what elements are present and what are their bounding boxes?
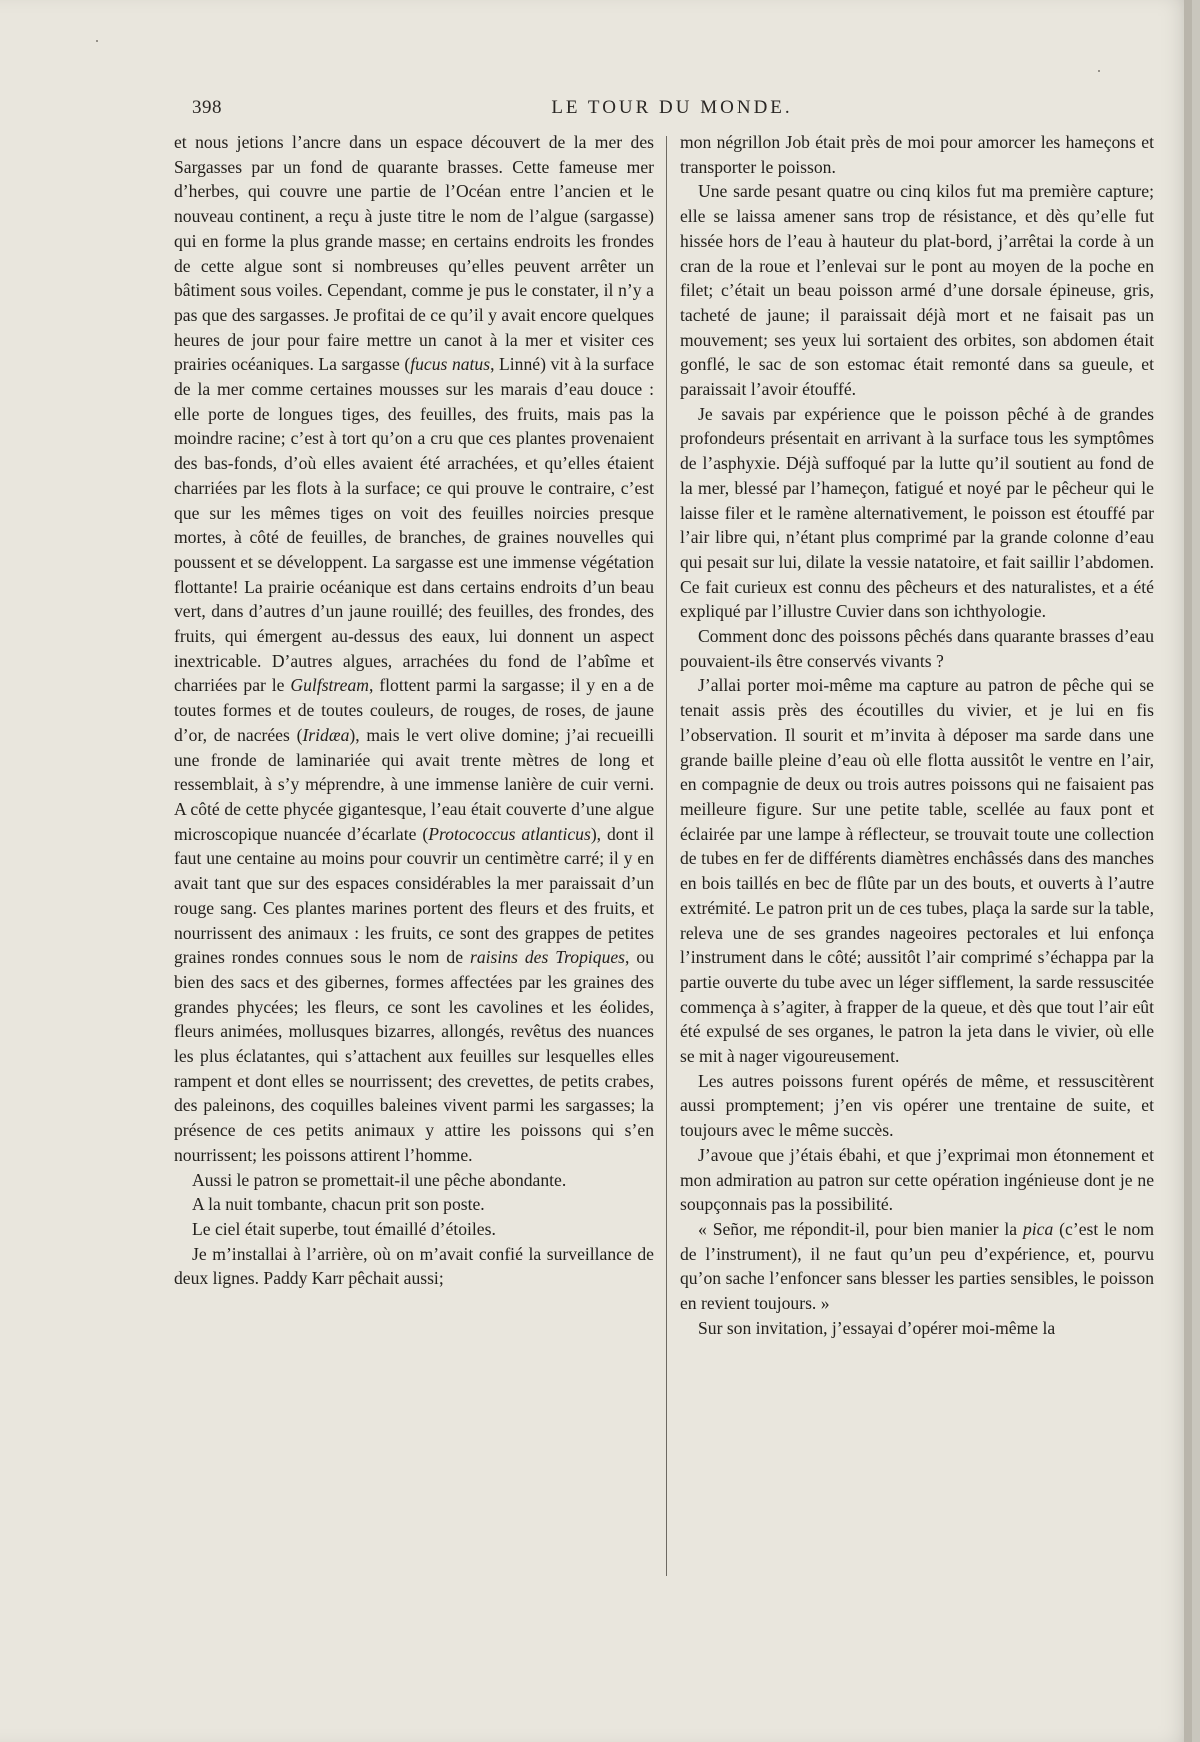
running-title: LE TOUR DU MONDE.: [551, 97, 793, 118]
paragraph: [680, 179, 1154, 401]
text-run: Le ciel était superbe, tout émaillé d’étoiles.: [192, 1218, 496, 1239]
right-text-column: [680, 130, 1154, 1340]
text-run: Les autres poissons furent opérés de même, et ressuscitèrent aussi promptement; j’en vis opérer une trentaine de suite, et toujours avec le même succès.: [680, 1070, 1154, 1141]
text-run: J’allai porter moi-même ma capture au patron de pêche qui se tenait assis près des écoutilles du vivier, et je lui en fis l’observation. Il sourit et m’invita à déposer ma sarde dans une grande baille pleine d’eau où elle flotta aussitôt le ventre en l’air, en compagnie de deux ou trois autres poissons qui ne faisaient pas meilleure figure. Sur une petite table, scellée au faux pont et éclairée par une lampe à réflecteur, se trouvait toute une collection de tubes en fer de différents diamètres enchâssés dans des manches en bois taillés en bec de flûte par un des bouts, et ouverts à l’autre extrémité. Le patron prit un de ces tubes, plaça la sarde sur la table, releva une de ses grandes nageoires pectorales et lui enfonça l’instrument dans le côté; aussitôt l’air comprimé s’échappa par la partie ouverte du tube avec un léger sifflement, la sarde ressuscitée commença à s’agiter, à frapper de la queue, et dès que tout l’air eût été expulsé de ses organes, le patron la jeta dans le vivier, où elle se mit à nager vigoureusement.: [680, 675, 1154, 1067]
paragraph: [680, 402, 1154, 624]
paragraph: [680, 1217, 1154, 1316]
text-run: J’avoue que j’étais ébahi, et que j’exprimai mon étonnement et mon admiration au patron sur cette opération ingénieuse dont je ne soupçonnais pas la possibilité.: [680, 1144, 1154, 1215]
italic-term: fucus natus: [410, 354, 491, 375]
text-run: A la nuit tombante, chacun prit son poste.: [192, 1194, 485, 1215]
italic-term: Gulfstream: [290, 675, 369, 696]
paragraph: [174, 1217, 654, 1242]
text-run: Sur son invitation, j’essayai d’opérer moi-même la: [698, 1317, 1056, 1338]
paragraph: [680, 1316, 1154, 1341]
text-run: , flottent parmi la sargasse; il y en a de toutes formes et de toutes couleurs, de rouges, de roses, de jaune d’or, de nacrées (: [174, 675, 654, 745]
page-number: 398: [192, 97, 222, 118]
paragraph: [174, 1192, 654, 1217]
text-run: ), mais le vert olive domine; j’ai recueilli une fronde de laminariée qui avait trente mètres de long et ressemblait, à s’y méprendre, à une immense lanière de cuir verni. A côté de cette phycée gigantesque, l’eau était couverte d’une algue microscopique nuancée d’écarlate (: [174, 724, 655, 844]
text-run: et nous jetions l’ancre dans un espace découvert de la mer des Sargasses par un fond de quarante brasses. Cette fameuse mer d’herbes, qui couvre une partie de l’Océan entre l’ancien et le nouveau continent, a reçu à juste titre le nom de l’algue (sargasse) qui en forme la plus grande masse; en certains endroits les frondes de cette algue sont si nombreuses qu’elles peuvent arrêter un bâtiment sous voiles. Cependant, comme je pus le constater, il n’y a pas que des sargasses. Je profitai de ce qu’il y avait encore quelques heures de jour pour faire mettre un canot à la mer et visiter ces prairies océaniques. La sargasse (: [174, 132, 654, 375]
text-run: Je m’installai à l’arrière, où on m’avait confié la surveillance de deux lignes. Paddy Karr pêchait aussi;: [174, 1243, 654, 1289]
text-run: , Linné) vit à la surface de la mer comme certaines mousses sur les marais d’eau douce : elle porte de longues tiges, des feuilles, des fruits, mais pas la moindre racine; c’est à tort qu’on a cru que ces plantes provenaient des bas-fonds, d’où elles avaient été arrachées, et qu’elles étaient charriées par les flots à la surface; ce qui prouve le contraire, c’est que sur les mêmes tiges on voit des feuilles noircies presque mortes, à côté de feuilles, de branches, de graines nouvelles qui poussent et se développent. La sargasse est une immense végétation flottante! La prairie océanique est dans certains endroits d’un beau vert, dans d’autres d’un jaune rouillé; des feuilles, des frondes, des fruits, qui émergent au-dessus des eaux, lui donnent un aspect inextricable. D’autres algues, arrachées du fond de l’abîme et charriées par le: [174, 354, 654, 696]
paragraph: [174, 1168, 654, 1193]
left-text-column: [174, 130, 654, 1291]
text-run: , ou bien des sacs et des gibernes, formes affectées par les graines des grandes phycées; les fleurs, ce sont les cavolines et les éolides, fleurs animées, mollusques bizarres, allongés, revêtus des nuances les plus éclatantes, qui s’attachent aux feuilles sur lesquelles elles rampent et dont elles se nourrissent; des crevettes, de petits crabes, des paleinons, des coquilles baleines vivent parmi les sargasses; la présence de ces petits animaux y attire les poissons qui s’en nourrissent; les poissons attirent l’homme.: [174, 947, 655, 1165]
italic-term: Iridæa: [302, 724, 350, 745]
paper-speck: [1098, 70, 1100, 72]
paragraph: [680, 673, 1154, 1068]
italic-term: Protococcus atlanticus: [428, 823, 591, 844]
page-header: [192, 97, 1152, 121]
paragraph: [680, 624, 1154, 673]
text-run: « Señor, me répondit-il, pour bien manier la: [698, 1218, 1023, 1239]
paragraph: [174, 130, 654, 1168]
text-run: Comment donc des poissons pêchés dans quarante brasses d’eau pouvaient-ils être conservés vivants ?: [680, 626, 1154, 671]
page-edge: [1184, 0, 1192, 1742]
text-run: ), dont il faut une centaine au moins pour couvrir un centimètre carré; il y en avait tant que sur des espaces considérables la mer paraissait d’un rouge sang. Ces plantes marines portent des fleurs et des fruits, et nourrissent des animaux : les fruits, ce sont des grappes de petites graines rondes connues sous le nom de: [174, 823, 654, 968]
text-run: Une sarde pesant quatre ou cinq kilos fut ma première capture; elle se laissa amener sans trop de résistance, et dès qu’elle fut hissée hors de l’eau à hauteur du plat-bord, j’arrêtai la corde à un cran de la roue et l’enlevai sur le pont au moyen de la poche en filet; c’était un beau poisson armé d’une dorsale épineuse, gris, tacheté de jaune; il paraissait déjà mort et ne faisait pas un mouvement; ses yeux lui sortaient des orbites, son abdomen était gonflé, le sac de son estomac était remonté dans sa gueule, et paraissait l’avoir étouffé.: [680, 181, 1154, 400]
italic-term: pica: [1022, 1218, 1054, 1239]
text-run: Je savais par expérience que le poisson pêché à de grandes profondeurs présentait en arrivant à la surface tous les symptômes de l’asphyxie. Déjà suffoqué par la lutte qu’il soutient au fond de la mer, blessé par l’hameçon, fatigué et noyé par le pêcheur qui le laisse filer et le ramène alternativement, le poisson est étouffé par l’air libre qui, n’étant plus comprimé par la grande colonne d’eau qui pesait sur lui, dilate la vessie natatoire, et fait saillir l’abdomen. Ce fait curieux est connu des pêcheurs et des naturalistes, et a été expliqué par l’illustre Cuvier dans son ichthyologie.: [680, 403, 1154, 622]
text-run: (c’est le nom de l’instrument), il ne faut qu’un peu d’expérience, et, pourvu qu’on sache l’enfoncer sans blesser les parties sensibles, le poisson en revient toujours. »: [680, 1218, 1155, 1314]
paragraph: [680, 130, 1154, 179]
text-run: mon négrillon Job était près de moi pour amorcer les hameçons et transporter le poisson.: [680, 132, 1154, 177]
italic-term: raisins des Tropiques: [470, 947, 626, 968]
text-run: Aussi le patron se promettait-il une pêche abondante.: [192, 1169, 567, 1190]
paragraph: [680, 1069, 1154, 1143]
paper-speck: [96, 40, 98, 42]
paragraph: [680, 1143, 1154, 1217]
paragraph: [174, 1242, 654, 1291]
column-divider: [666, 136, 667, 1576]
